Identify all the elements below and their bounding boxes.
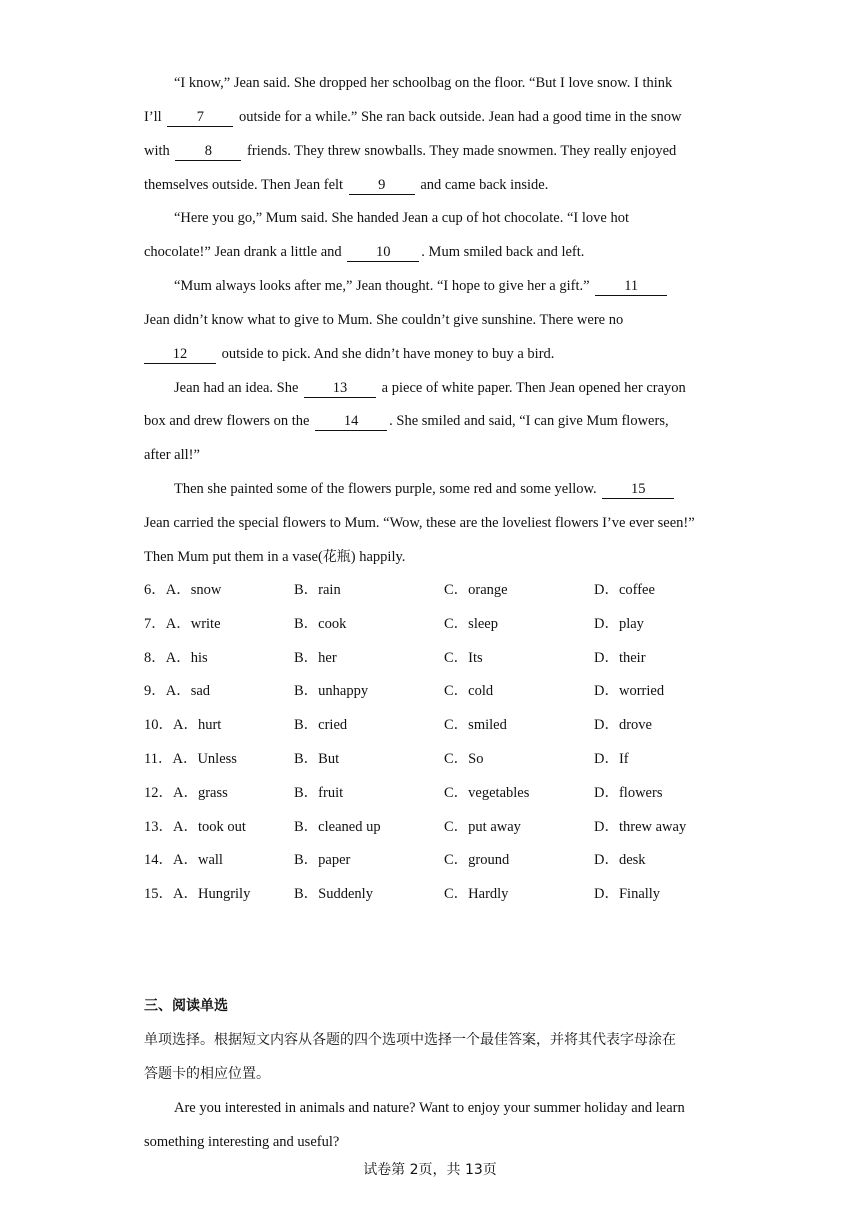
question-option[interactable]: D．desk xyxy=(594,852,646,869)
section-instruction: 单项选择。根据短文内容从各题的四个选项中选择一个最佳答案，并将其代表字母涂在 xyxy=(144,1032,676,1048)
passage-line: Jean carried the special flowers to Mum. “Wow, these are the loveliest flowers I’ve ever seen!” xyxy=(144,515,695,531)
blank-8: 8 xyxy=(175,143,241,161)
question-option[interactable]: C．put away xyxy=(444,818,521,835)
blank-11: 11 xyxy=(595,278,667,296)
question-first-option-wrap xyxy=(144,850,223,870)
question-option[interactable]: A．write xyxy=(165,615,221,632)
question-option[interactable]: D．Finally xyxy=(594,886,661,903)
passage-text: a piece of white paper. Then Jean opened her crayon xyxy=(381,380,686,396)
question-number: 10． xyxy=(144,717,173,734)
question-first-option-wrap xyxy=(144,648,208,668)
question-option[interactable]: D．threw away xyxy=(594,818,687,835)
passage-text: themselves outside. Then Jean felt xyxy=(144,177,344,193)
page-footer: 试卷第 2页，共 13页 xyxy=(363,1162,497,1178)
question-row xyxy=(0,681,860,701)
question-row xyxy=(0,715,860,735)
question-option[interactable]: D．coffee xyxy=(594,582,655,598)
question-option[interactable]: D．drove xyxy=(594,717,652,734)
question-number: 9． xyxy=(144,683,166,700)
question-number: 11． xyxy=(144,751,173,767)
question-option[interactable]: A．took out xyxy=(173,818,246,835)
question-option[interactable]: A．sad xyxy=(165,683,211,700)
question-option[interactable]: B．unhappy xyxy=(294,683,369,700)
question-number: 8． xyxy=(144,649,166,666)
passage-text: chocolate!” Jean drank a little and xyxy=(144,244,342,260)
question-first-option-wrap xyxy=(144,884,250,904)
blank-9: 9 xyxy=(349,177,415,195)
passage-line xyxy=(144,411,669,431)
question-option[interactable]: A．his xyxy=(165,649,208,666)
passage-text-cn: 花瓶 xyxy=(322,549,351,565)
question-first-option-wrap xyxy=(144,715,221,735)
blank-14: 14 xyxy=(315,413,387,431)
question-row xyxy=(0,749,860,769)
question-row xyxy=(0,850,860,870)
passage-text: and came back inside. xyxy=(420,177,549,193)
passage-text: outside for a while.” She ran back outside. Jean had a good time in the snow xyxy=(238,109,682,125)
passage-text: Then she painted some of the flowers purple, some red and some yellow. xyxy=(174,481,597,497)
question-option[interactable]: C．ground xyxy=(444,852,510,869)
passage-line xyxy=(144,344,554,364)
question-option[interactable]: A．hurt xyxy=(173,717,222,734)
passage-text: box and drew flowers on the xyxy=(144,413,310,429)
question-option[interactable]: B．But xyxy=(294,751,340,767)
passage-line: something interesting and useful? xyxy=(144,1134,340,1150)
question-option[interactable]: B．cleaned up xyxy=(294,818,381,835)
question-option[interactable]: B．Suddenly xyxy=(294,886,373,903)
passage-text: outside to pick. And she didn’t have money to buy a bird. xyxy=(221,346,555,362)
question-number: 15． xyxy=(144,886,173,903)
blank-12: 12 xyxy=(144,346,216,364)
question-option[interactable]: B．her xyxy=(294,649,337,666)
section-title: 三、阅读单选 xyxy=(144,998,228,1014)
question-first-option-wrap xyxy=(144,817,246,837)
passage-line xyxy=(144,175,548,195)
passage-text: Jean had an idea. She xyxy=(174,380,299,396)
passage-line: Jean didn’t know what to give to Mum. She couldn’t give sunshine. There were no xyxy=(144,312,624,328)
question-option[interactable]: C．So xyxy=(444,751,484,767)
passage-text: . Mum smiled back and left. xyxy=(421,244,585,260)
question-option[interactable]: B．rain xyxy=(294,582,341,598)
passage-line xyxy=(144,107,682,127)
question-first-option-wrap xyxy=(144,580,221,600)
passage-line xyxy=(144,242,584,262)
question-row xyxy=(0,884,860,904)
passage-text: Then Mum put them in a vase( xyxy=(144,549,323,565)
question-option[interactable]: B．cried xyxy=(294,717,348,734)
question-option[interactable]: C．smiled xyxy=(444,717,507,734)
question-option[interactable]: C．Hardly xyxy=(444,886,509,903)
blank-10: 10 xyxy=(347,244,419,262)
question-option[interactable]: D．flowers xyxy=(594,784,663,801)
passage-text: with xyxy=(144,143,170,159)
question-first-option-wrap xyxy=(144,614,221,634)
blank-15: 15 xyxy=(602,481,674,499)
question-number: 12． xyxy=(144,784,173,801)
passage-line xyxy=(174,479,676,499)
question-option[interactable]: D．If xyxy=(594,751,629,767)
passage-line xyxy=(174,276,669,296)
question-number: 14． xyxy=(144,852,173,869)
passage-text: . She smiled and said, “I can give Mum flowers, xyxy=(389,413,669,429)
question-first-option-wrap xyxy=(144,681,210,701)
passage-line: after all!” xyxy=(144,447,200,463)
question-option[interactable]: D．worried xyxy=(594,683,665,700)
question-number: 13． xyxy=(144,818,173,835)
passage-line xyxy=(144,141,676,161)
question-option[interactable]: A．grass xyxy=(173,784,228,801)
question-row xyxy=(0,580,860,600)
question-option[interactable]: D．play xyxy=(594,615,644,632)
question-first-option-wrap xyxy=(144,749,237,769)
question-row xyxy=(0,783,860,803)
question-number: 6． xyxy=(144,582,166,598)
question-option[interactable]: C．orange xyxy=(444,582,508,598)
question-option[interactable]: B．fruit xyxy=(294,784,344,801)
question-option[interactable]: A．Hungrily xyxy=(173,886,251,903)
question-row xyxy=(0,614,860,634)
passage-text: friends. They threw snowballs. They made snowmen. They really enjoyed xyxy=(247,143,677,159)
passage-line: “Here you go,” Mum said. She handed Jean a cup of hot chocolate. “I love hot xyxy=(174,210,629,226)
passage-line xyxy=(174,378,686,398)
question-option[interactable]: C．Its xyxy=(444,649,483,666)
passage-text: I’ll xyxy=(144,109,162,125)
question-option[interactable]: D．their xyxy=(594,649,646,666)
question-option[interactable]: C．cold xyxy=(444,683,494,700)
question-row xyxy=(0,817,860,837)
blank-7: 7 xyxy=(167,109,233,127)
question-option[interactable]: A．wall xyxy=(173,852,223,869)
passage-text: ) happily. xyxy=(350,549,406,565)
question-first-option-wrap xyxy=(144,783,228,803)
passage-line xyxy=(144,547,405,567)
passage-line: “I know,” Jean said. She dropped her schoolbag on the floor. “But I love snow. I think xyxy=(174,75,673,91)
question-row xyxy=(0,648,860,668)
question-option[interactable]: C．sleep xyxy=(444,615,498,632)
question-option[interactable]: A．Unless xyxy=(172,751,237,767)
passage-text: “Mum always looks after me,” Jean thought. “I hope to give her a gift.” xyxy=(174,278,590,294)
section-instruction: 答题卡的相应位置。 xyxy=(144,1066,270,1082)
question-option[interactable]: C．vegetables xyxy=(444,784,530,801)
passage-line: Are you interested in animals and nature? Want to enjoy your summer holiday and learn xyxy=(174,1100,685,1116)
question-number: 7． xyxy=(144,615,166,632)
question-option[interactable]: A．snow xyxy=(165,582,222,598)
blank-13: 13 xyxy=(304,380,376,398)
question-option[interactable]: B．paper xyxy=(294,852,351,869)
question-option[interactable]: B．cook xyxy=(294,615,347,632)
